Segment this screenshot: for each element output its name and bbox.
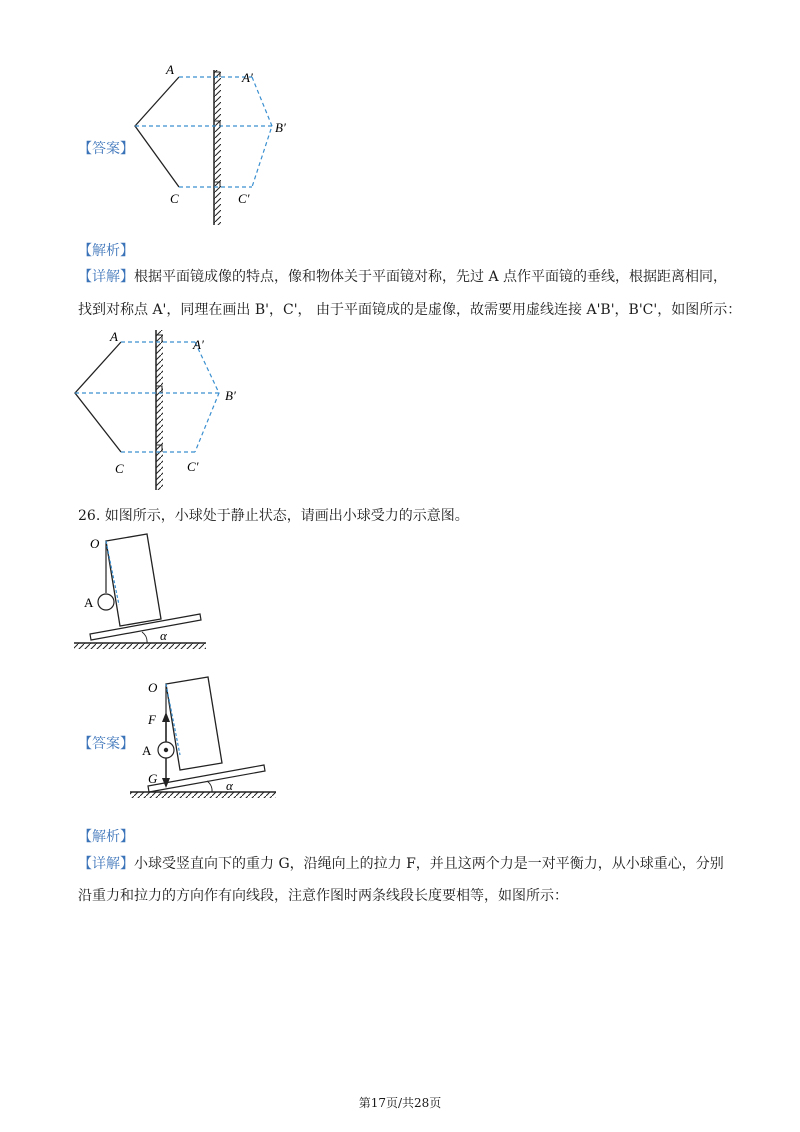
mirror-answer-diagram xyxy=(125,60,305,230)
svg-text:O: O xyxy=(90,536,100,551)
question-26: 26. 如图所示，小球处于静止状态，请画出小球受力的示意图。 xyxy=(78,508,469,524)
answer-label-1: 【答案】 xyxy=(78,141,134,157)
detail-label-2: 【详解】 xyxy=(78,856,134,872)
label-C: C xyxy=(170,191,179,206)
analysis-label-2: 【解析】 xyxy=(78,829,134,845)
analysis-label-1: 【解析】 xyxy=(78,243,134,259)
mirror-explanation-1 xyxy=(78,264,727,290)
mirror-hatch xyxy=(214,70,221,225)
object-ABC xyxy=(135,77,179,187)
label-A-prime: A′ xyxy=(242,70,253,85)
svg-text:A: A xyxy=(84,595,94,610)
svg-text:B′: B′ xyxy=(225,388,236,403)
label-A: A xyxy=(166,62,174,77)
svg-text:α: α xyxy=(160,628,167,643)
svg-text:C′: C′ xyxy=(187,459,199,474)
label-B-prime: B′ xyxy=(275,120,286,135)
force-explanation-1 xyxy=(78,851,724,877)
svg-text:F: F xyxy=(148,712,156,727)
svg-text:α: α xyxy=(226,778,233,793)
incline-answer-diagram xyxy=(128,670,288,805)
mirror-explanation-diagram xyxy=(65,325,245,495)
incline-question-diagram xyxy=(72,530,232,650)
mirror-explanation-2: 找到对称点 A'，同理在画出 B'，C'， 由于平面镜成的是虚像，故需要用虚线连接 A'B'，B'C'，如图所示： xyxy=(78,302,742,318)
force-explanation-2: 沿重力和拉力的方向作有向线段，注意作图时两条线段长度要相等，如图所示： xyxy=(78,888,568,904)
image-ABC xyxy=(252,77,272,187)
svg-text:C: C xyxy=(115,461,124,476)
force-text-line1: 小球受竖直向下的重力 G，沿绳向上的拉力 F，并且这两个力是一对平衡力，从小球重心，分别 xyxy=(134,856,724,872)
svg-text:A′: A′ xyxy=(193,337,204,352)
svg-text:G: G xyxy=(148,771,158,786)
label-C-prime: C′ xyxy=(238,191,250,206)
svg-text:O: O xyxy=(148,680,158,695)
svg-text:A: A xyxy=(110,329,118,344)
mirror-text-line1: 根据平面镜成像的特点，像和物体关于平面镜对称，先过 A 点作平面镜的垂线，根据距离相同， xyxy=(134,269,728,285)
svg-text:A: A xyxy=(142,743,152,758)
answer-label-2: 【答案】 xyxy=(78,736,134,752)
detail-label-1: 【详解】 xyxy=(78,269,134,285)
page-footer: 第17页/共28页 xyxy=(358,1096,442,1110)
